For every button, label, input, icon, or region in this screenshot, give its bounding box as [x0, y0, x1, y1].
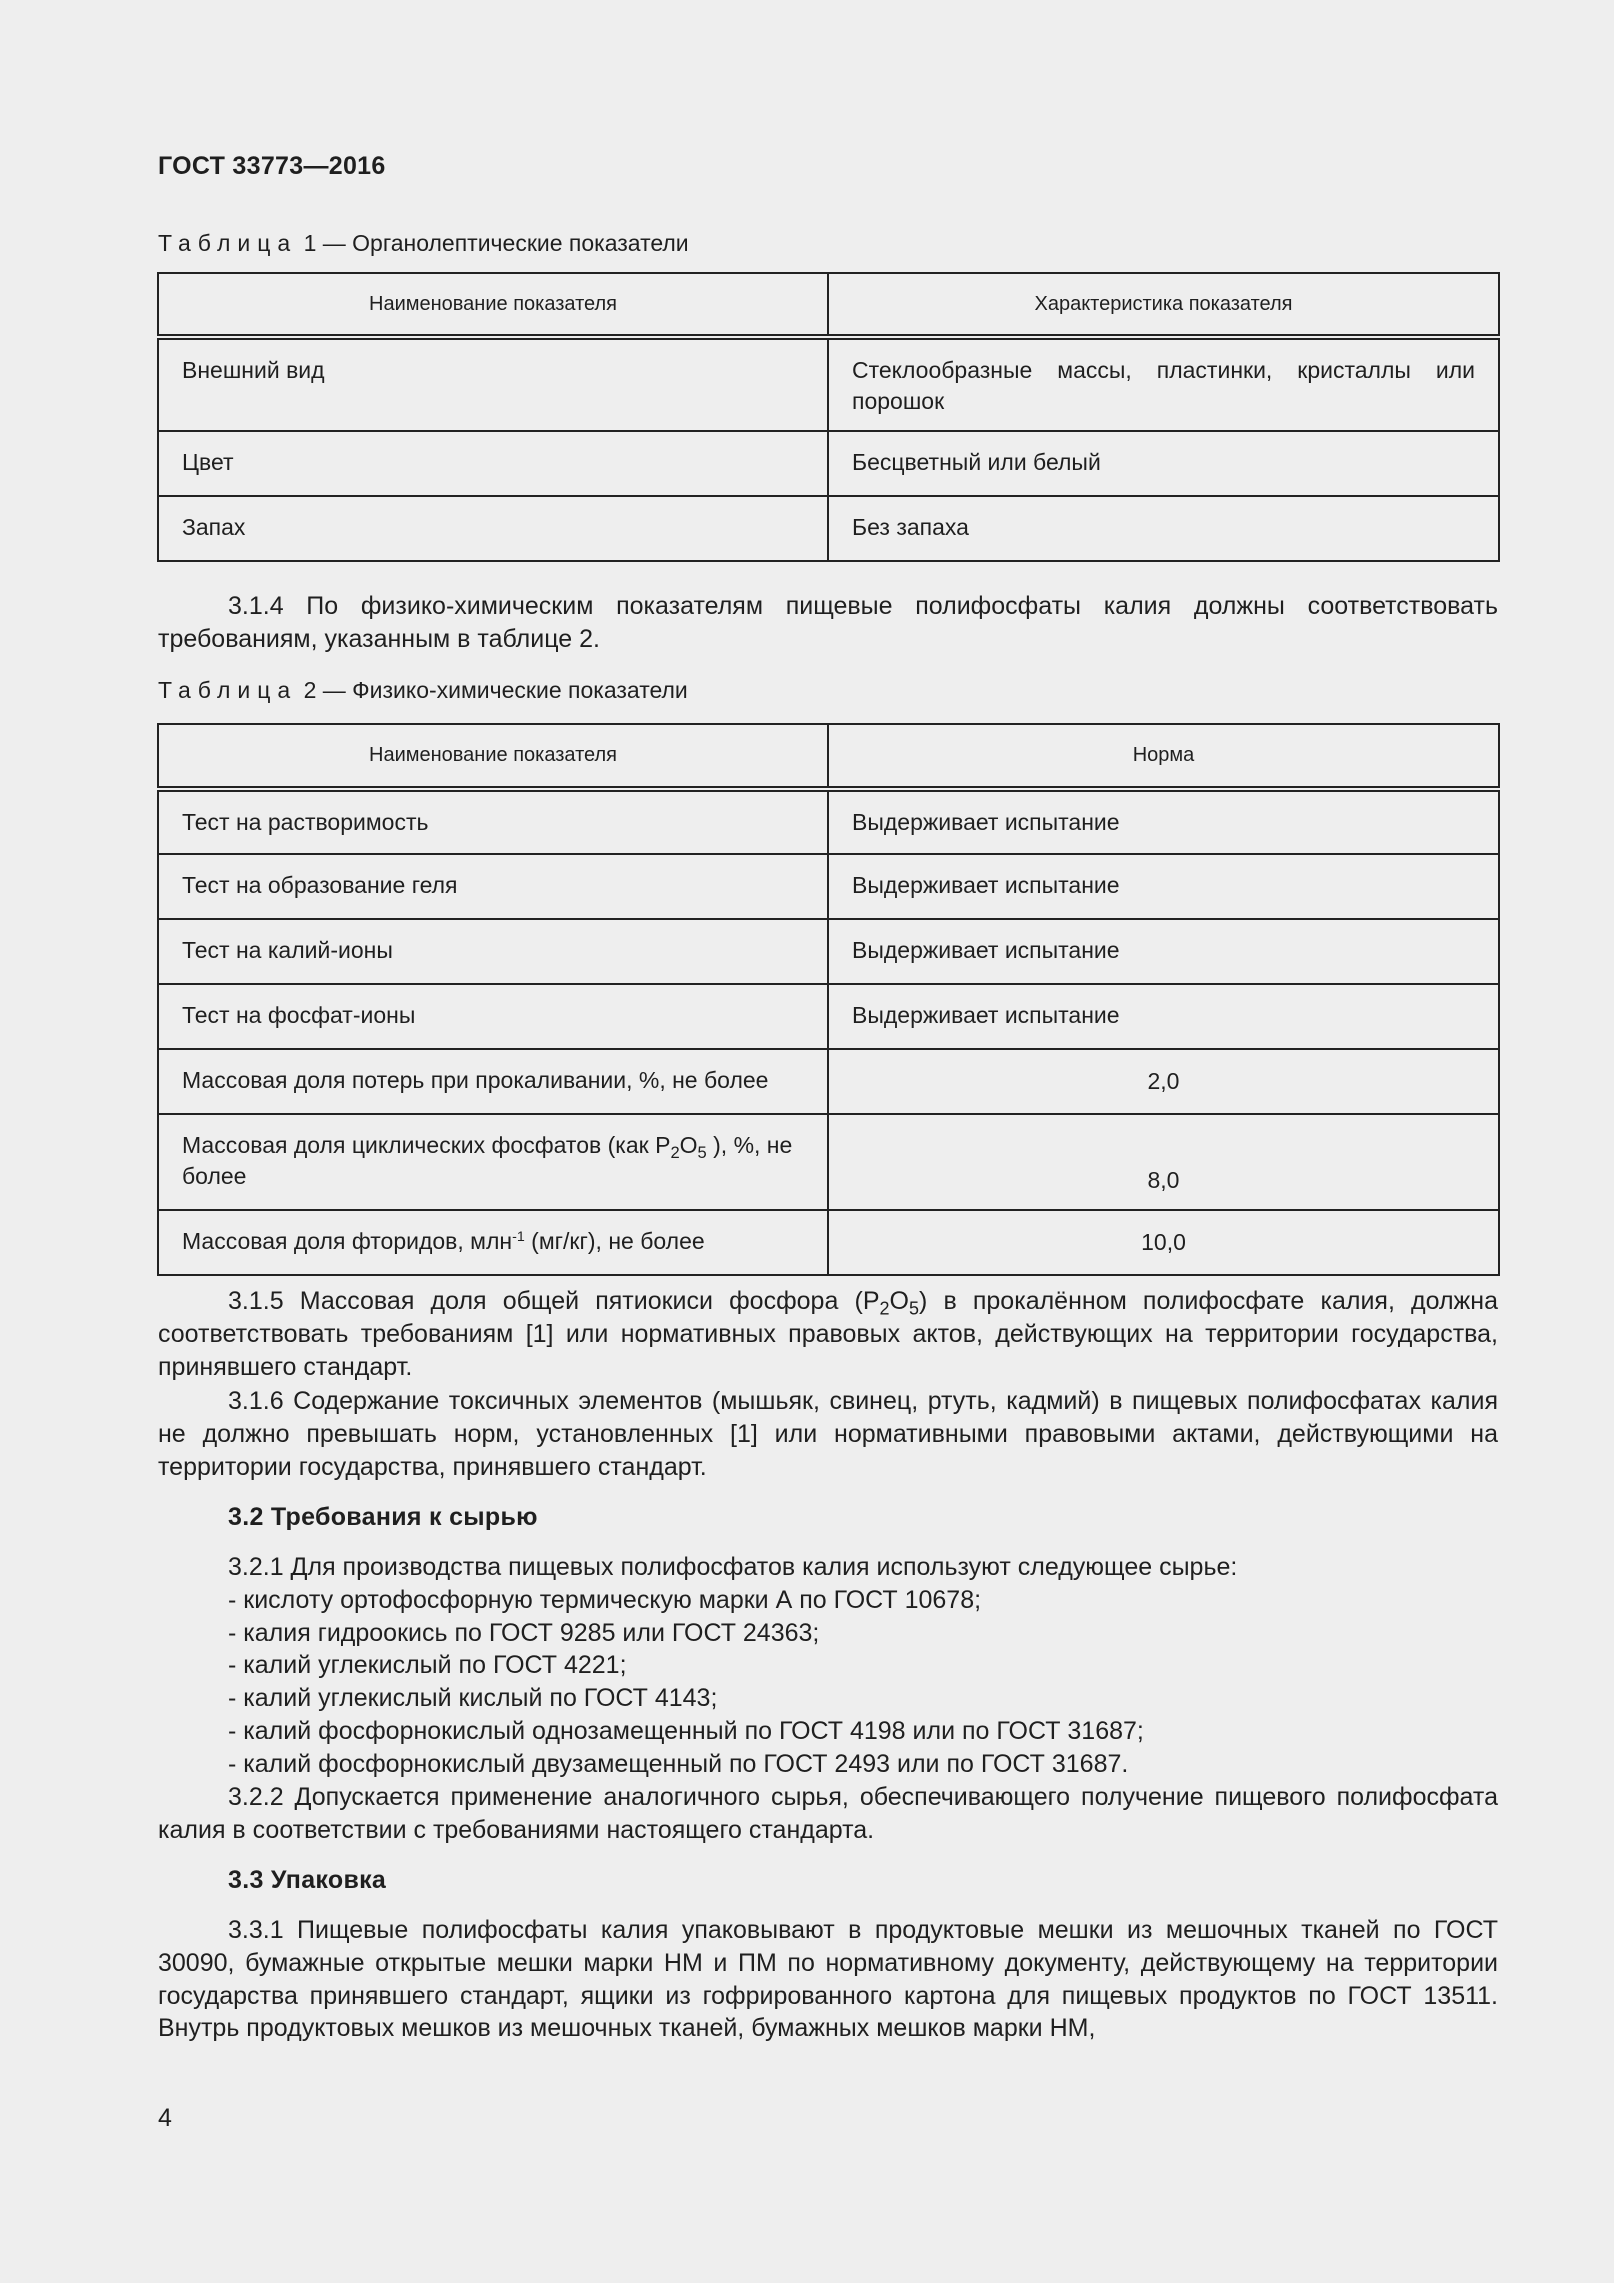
paragraph-3-3-1: 3.3.1 Пищевые полифосфаты калия упаковывают в продуктовые мешки из мешочных тканей по ГОСТ 30090, бумажные открытые мешки марки НМ и ПМ по нормативному документу, действующему на территории государства принявшего стандарт, ящики из гофрированного картона для пищевых продуктов по ГОСТ 13511. Внутрь продуктовых мешков из мешочных тканей, бумажных мешков марки НМ, [158, 1916, 1498, 2043]
subscript: 5 [908, 1298, 919, 1319]
table1-header-row [158, 273, 1499, 337]
page-number: 4 [158, 2104, 172, 2132]
section-heading-3-3: 3.3 Упаковка [228, 1866, 387, 1894]
table-row [158, 1114, 1499, 1210]
table2-cell-name [158, 1114, 828, 1210]
table1-cell-name: Цвет [158, 431, 828, 496]
paragraph-3-1-5-text-a: 3.1.5 Массовая доля общей пятиокиси фосфора (P [228, 1287, 880, 1315]
table2-cell-value: Выдерживает испытание [828, 984, 1499, 1049]
table2-cell-value: Выдерживает испытание [828, 919, 1499, 984]
list-item: - калий фосфорнокислый двузамещенный по ГОСТ 2493 или по ГОСТ 31687. [228, 1749, 1129, 1778]
fluorides-text-b: (мг/кг), не более [524, 1228, 705, 1254]
table1-caption-text: 1 — Органолептические показатели [297, 230, 689, 256]
table1-cell-name: Внешний вид [158, 337, 828, 431]
list-item: - кислоту ортофосфорную термическую марки А по ГОСТ 10678; [228, 1585, 982, 1614]
subscript: 5 [697, 1142, 707, 1162]
paragraph-3-1-5 [158, 1285, 1498, 1383]
table2-cell-name: Тест на калий-ионы [158, 919, 828, 984]
paragraph-3-2-1-intro: 3.2.1 Для производства пищевых полифосфатов калия используют следующее сырье: [228, 1553, 1238, 1581]
paragraph-3-1-6: 3.1.6 Содержание токсичных элементов (мышьяк, свинец, ртуть, кадмий) в пищевых полифосфатах калия не должно превышать норм, установленных [1] или нормативными правовыми актами, действующими на территории государства, принявшего стандарт. [158, 1387, 1498, 1481]
section-heading-3-2: 3.2 Требования к сырью [228, 1503, 538, 1531]
cyclic-phosphates-text-a: Массовая доля циклических фосфатов (как P [182, 1132, 671, 1158]
table1-caption [158, 230, 689, 257]
table2-cell-name [158, 1210, 828, 1275]
table-row [158, 1049, 1499, 1114]
table1-cell-value: Стеклообразные массы, пластинки, кристаллы или порошок [828, 337, 1499, 431]
table2-caption-label: Таблица [158, 677, 298, 703]
table2-caption-text: 2 — Физико-химические показатели [297, 677, 688, 703]
table-row [158, 854, 1499, 919]
cyclic-phosphates-text-b: O [679, 1132, 698, 1158]
table2-header-row [158, 724, 1499, 789]
table2-cell-name: Тест на образование геля [158, 854, 828, 919]
table2-cell-value: 2,0 [828, 1049, 1499, 1114]
table2-caption [158, 677, 688, 704]
table1 [157, 272, 1500, 562]
list-item: - калия гидроокись по ГОСТ 9285 или ГОСТ 24363; [228, 1618, 820, 1647]
table1-caption-label: Таблица [158, 230, 298, 256]
table1-header-col2: Характеристика показателя [828, 273, 1499, 337]
table-row [158, 337, 1499, 431]
table-row [158, 984, 1499, 1049]
table1-header-col1: Наименование показателя [158, 273, 828, 337]
subscript: 2 [670, 1142, 680, 1162]
table-row [158, 496, 1499, 561]
paragraph-3-1-5-text-c: ) в прокалённом полифосфате калия, должна соответствовать требованиям [1] или нормативных правовых актов, действующих на территории государства, принявшего стандарт. [158, 1287, 1498, 1381]
subscript: 2 [879, 1298, 890, 1319]
table2-header-col2: Норма [828, 724, 1499, 789]
list-item: - калий углекислый по ГОСТ 4221; [228, 1651, 627, 1680]
paragraph-3-2-1 [158, 1551, 1498, 1781]
table2 [157, 723, 1500, 1276]
paragraph-3-2-2: 3.2.2 Допускается применение аналогичного сырья, обеспечивающего получение пищевого полифосфата калия в соответствии с требованиями настоящего стандарта. [158, 1783, 1498, 1844]
table2-cell-value: 10,0 [828, 1210, 1499, 1275]
list-item: - калий углекислый кислый по ГОСТ 4143; [228, 1684, 718, 1713]
list-item: - калий фосфорнокислый однозамещенный по ГОСТ 4198 или по ГОСТ 31687; [228, 1716, 1144, 1745]
cyclic-phosphates-text-c: ), %, не более [182, 1132, 793, 1189]
table2-cell-name: Тест на фосфат-ионы [158, 984, 828, 1049]
paragraph-3-1-5-text-b: O [889, 1287, 909, 1315]
table2-cell-value: 8,0 [828, 1114, 1499, 1210]
table2-cell-name: Массовая доля потерь при прокаливании, %, не более [158, 1049, 828, 1114]
table2-header-col1: Наименование показателя [158, 724, 828, 789]
table-row [158, 789, 1499, 854]
table2-cell-value: Выдерживает испытание [828, 789, 1499, 854]
superscript: -1 [512, 1229, 525, 1246]
table1-cell-value: Без запаха [828, 496, 1499, 561]
table1-cell-value: Бесцветный или белый [828, 431, 1499, 496]
table-row [158, 1210, 1499, 1275]
table2-cell-name: Тест на растворимость [158, 789, 828, 854]
fluorides-text-a: Массовая доля фторидов, млн [182, 1228, 513, 1254]
table-row [158, 919, 1499, 984]
table-row [158, 431, 1499, 496]
table2-cell-value: Выдерживает испытание [828, 854, 1499, 919]
document-header: ГОСТ 33773—2016 [158, 152, 386, 180]
paragraph-3-1-4: 3.1.4 По физико-химическим показателям пищевые полифосфаты калия должны соответствовать требованиям, указанным в таблице 2. [158, 592, 1498, 653]
table1-cell-name: Запах [158, 496, 828, 561]
